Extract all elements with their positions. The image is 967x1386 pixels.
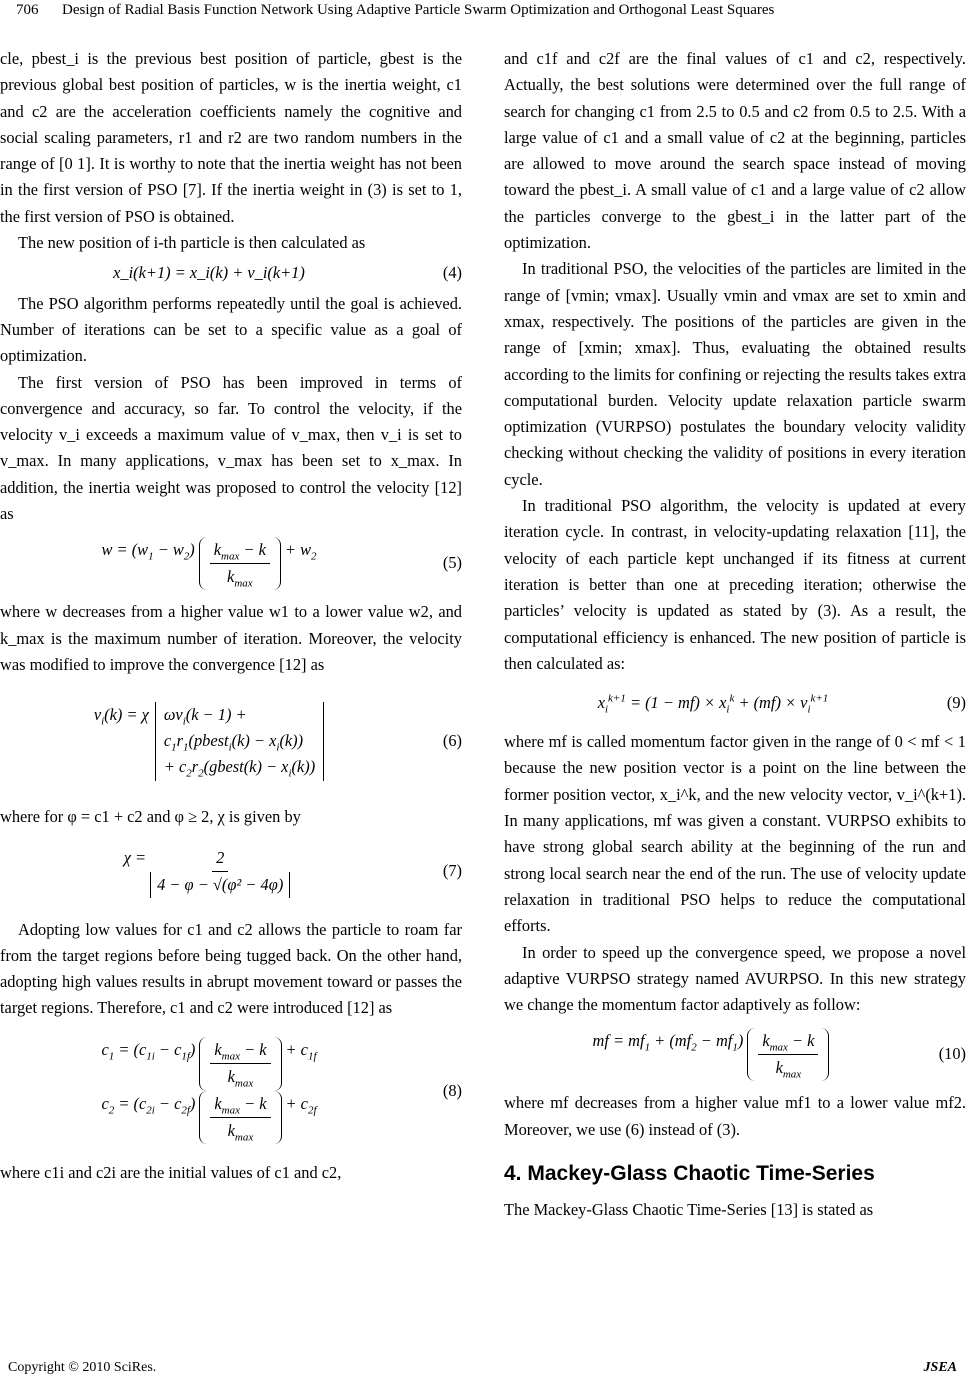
equation-number: (10): [938, 1044, 966, 1064]
equation-body: $v_i(k) = \chi$ $\omega v_i(k - 1)$ + $c_1r_1(pbest_i(k) - x_i(k))$ + $c_2r_2(gbest(k) - x_i(k))$: [0, 702, 418, 781]
equation-number: (5): [442, 553, 462, 573]
paragraph: where for φ = c1 + c2 and φ ≥ 2, χ is given by: [0, 807, 301, 827]
paragraph: where mf is called momentum factor given in the range of 0 < mf < 1 because the new position vector is a point on the line between the former position vector, x_i^k, and the new velocity vector, v_i^(k+1). In many applications, mf was given a constant. VURPSO exhibits to have strong global search ability at the beginning of the run and strong local search near the end of the run. The use of velocity update relaxation in traditional PSO helps to reduce the computational efforts.: [504, 732, 966, 936]
page-header: [0, 0, 967, 26]
equation-body: $c_1 = (c_{1i} - c_{1f})$ $\frac{k_{max} - k}{k_{max}}$ + $c_{1f}$ $c_2 = (c_{2i} - c_{2f})$ $\frac{k_{max} - k}{k_{max}}$ + $c_{2f}$: [0, 1037, 418, 1144]
equation-body: $x_i^{k+1} = (1 - mf) \times x_i^k + (mf) \times v_i^{k+1}$: [597, 692, 829, 716]
equation-body: mf = $mf_1 + (mf_2 - mf_1)$ $\frac{k_{max} - k}{k_{max}}$: [504, 1028, 922, 1082]
equation-body: $w = (w_1 - w_2)$ $\frac{k_{max} - k}{k_{max}}$ + $w_2$: [0, 537, 418, 591]
paragraph: The new position of i-th particle is then calculated as: [18, 233, 366, 253]
equation-6: [0, 682, 462, 800]
equation-4: [0, 260, 462, 286]
equation-8: [0, 1026, 462, 1156]
equation-number: (9): [946, 692, 966, 712]
paragraph: In traditional PSO, the velocities of the particles are limited in the range of [vmin; vmax]. Usually vmin and vmax are set to xmin and xmax, respectively. The positions of the particles are given in the range of [xmin; xmax]. Thus, evaluating the obtained results according to the limits for confining or rejecting the results takes extra computational burden. Velocity update relaxation particle swarm optimization (VURPSO) postulates the boundary velocity validity checking without checking the validity of positions in every iteration cycle.: [504, 259, 966, 489]
paragraph: In order to speed up the convergence speed, we propose a novel adaptive VURPSO strategy named AVURPSO. In this new strategy we change the momentum factor adaptively as follow:: [504, 942, 966, 1015]
copyright-notice: Copyright © 2010 SciRes.: [8, 1360, 157, 1375]
equation-body: χ = $\frac{2}{\text{4 − φ − √(φ² − 4φ)}}$: [0, 845, 418, 899]
equation-number: (6): [442, 731, 462, 751]
equation-10: [504, 1022, 966, 1086]
paragraph: Adopting low values for c1 and c2 allows the particle to roam far from the target regions before being tugged back. On the other hand, adopting high values results in abrupt movement toward or passes the target regions. Therefore, c1 and c2 were introduced [12] as: [0, 919, 462, 1018]
equation-body: x_i(k+1) = x_i(k) + v_i(k+1): [113, 263, 305, 283]
equation-7: [0, 835, 462, 909]
paragraph: where c1i and c2i are the initial values of c1 and c2,: [0, 1162, 342, 1182]
paragraph: The first version of PSO has been improved in terms of convergence and accuracy, so far. To control the velocity, if the velocity v_i exceeds a maximum value of v_max, then v_i is set to v_max. In many applications, v_max has been set to x_max. In addition, the inertia weight was proposed to control the velocity [12] as: [0, 372, 462, 524]
equation-number: (4): [442, 263, 462, 283]
equation-5: [0, 531, 462, 595]
journal-abbrev: JSEA: [923, 1360, 957, 1375]
page-number: 706: [16, 2, 39, 18]
equation-number: (7): [442, 861, 462, 881]
paragraph: where mf decreases from a higher value mf1 to a lower value mf2. Moreover, we use (6) instead of (3).: [504, 1093, 966, 1139]
section-heading: 4. Mackey-Glass Chaotic Time-Series: [504, 1161, 875, 1185]
paragraph: In traditional PSO algorithm, the velocity is updated at every iteration cycle. In contrast, in velocity-updating relaxation [11], the velocity of each particle kept unchanged if its fitness at current iteration is better than one at preceding iteration; otherwise the particles’ velocity is updated as stated by (3). As a result, the computational efficiency is enhanced. The new position of particle is then calculated as:: [504, 496, 966, 673]
equation-number: (8): [442, 1080, 462, 1100]
paragraph: and c1f and c2f are the final values of c1 and c2, respectively. Actually, the best solutions were determined over the full range of search for changing c1 from 2.5 to 0.5 and c2 from 0.5 to 2.5. With a large value of c1 and a small value of c2 at the beginning, particles are allowed to move around the search space instead of moving toward the pbest_i. A small value of c1 and a large value of c2 allow the particles converge to the gbest_i in the latter part of the optimization.: [504, 49, 966, 253]
running-title: Design of Radial Basis Function Network Using Adaptive Particle Swarm Optimization and Orthogonal Least Squares: [62, 2, 775, 18]
right-column: [504, 46, 966, 1224]
paragraph: The Mackey-Glass Chaotic Time-Series [13] is stated as: [504, 1200, 874, 1220]
paragraph: The PSO algorithm performs repeatedly until the goal is achieved. Number of iterations can be set to a specific value as a goal of optimization.: [0, 293, 462, 366]
paragraph: where w decreases from a higher value w1 to a lower value w2, and k_max is the maximum number of iteration. Moreover, the velocity was modified to improve the convergence [12] as: [0, 602, 462, 674]
equation-9: [504, 681, 966, 725]
paragraph: cle, pbest_i is the previous best position of particle, gbest is the previous global best position of particles, w is the inertia weight, c1 and c2 are the acceleration coefficients namely the cognitive and social scaling parameters, r1 and r2 are two random numbers in the range of [0 1]. It is worthy to note that the inertia weight has not been in the first version of PSO [7]. If the inertia weight in (3) is set to 1, the first version of PSO is obtained.: [0, 49, 462, 226]
left-column: [0, 46, 462, 1186]
